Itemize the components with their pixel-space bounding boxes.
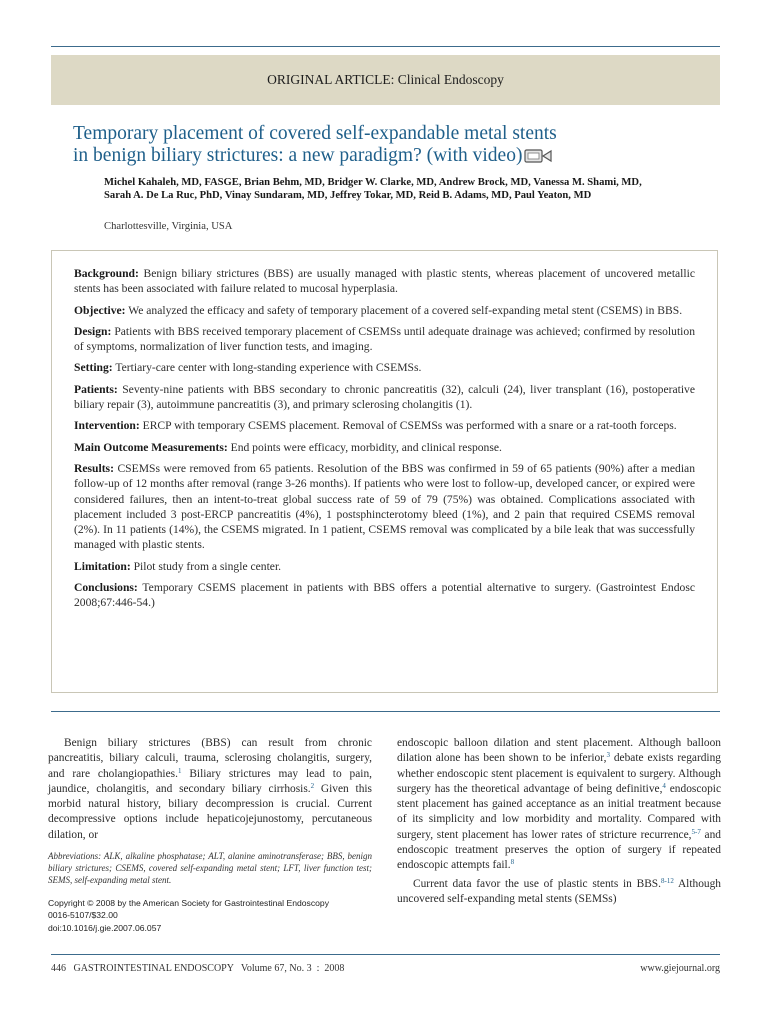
abstract-text: CSEMSs were removed from 65 patients. Resolution of the BBS was confirmed in 59 of 65 patients (90%) after a median follow-up of 12 months after removal (range 3-26 months). If patients who were lost to follow-up, developed cancer, or expired were considered failures, then an intent-to-treat global success rate of 59 of 79 (75%) was obtained. Complications associated with placement included 3 post-ERCP pancreatitis (4%), 1 postsphincterotomy bleed (1%), and 2 pain that required CSEMS removal (2%). In 11 patients (14%), the CSEMS migrated. In 1 patient, CSEMS removal was complicated by a bile leak that was successfully managed with plastic stents.: [74, 461, 695, 552]
publication-year: 2008: [324, 963, 345, 974]
body-text: and endoscopic treatment preserves the option of surgery if repeated endoscopic attempts fail.: [397, 828, 721, 872]
copyright-line: Copyright © 2008 by the American Society for Gastrointestinal Endoscopy: [48, 897, 330, 908]
page-number: 446: [51, 963, 66, 974]
abstract-label: Intervention:: [74, 419, 140, 433]
abstract-label: Design:: [74, 324, 112, 338]
body-text: Current data favor the use of plastic stents in BBS.: [413, 877, 661, 890]
reference-link[interactable]: 4: [662, 781, 666, 790]
title-line-2: in benign biliary strictures: a new paradigm? (with video): [73, 145, 523, 166]
section-divider: [51, 711, 720, 712]
reference-link[interactable]: 8: [510, 858, 515, 867]
abstract-label: Main Outcome Measurements:: [74, 440, 228, 454]
abstract-conclusions: [74, 580, 695, 611]
abstract-limitation: [74, 559, 695, 574]
abstract-text: Pilot study from a single center.: [133, 559, 282, 573]
abstract-text: Patients with BBS received temporary placement of CSEMSs until adequate drainage was achieved; confirmed by resolution of symptoms, normalization of liver function tests, and imaging.: [74, 324, 695, 354]
abstract-label: Conclusions:: [74, 581, 138, 595]
doi-link[interactable]: doi:10.1016/j.gie.2007.06.057: [48, 922, 162, 933]
abbreviations-note: Abbreviations: ALK, alkaline phosphatase; ALT, alanine aminotransferase; BBS, benign biliary strictures; CSEMS, covered self-expanding metal stent; LFT, liver function test; SEMS, self-expanding metal stent.: [48, 851, 372, 886]
body-text: Although uncovered self-expanding metal stents (SEMSs): [397, 877, 721, 905]
volume-info: Volume 67, No. 3: [240, 963, 312, 974]
author-list: Michel Kahaleh, MD, FASGE, Brian Behm, MD, Bridger W. Clarke, MD, Andrew Brock, MD, Vanessa M. Shami, MD, Sarah A. De La Ruc, PhD, Vinay Sundaram, MD, Jeffrey Tokar, MD, Reid B. Adams, MD, Paul Yeaton, MD: [104, 177, 642, 202]
footer-separator: :: [316, 963, 320, 974]
body-text: endoscopic stent placement has gained acceptance as an initial treatment because of its simplicity and low morbidity and mortality. Compared with surgery, stent placement has lower rates of stricture recurrence,: [397, 782, 721, 841]
article-title: [73, 123, 713, 170]
body-column-left: [48, 736, 372, 934]
video-camera-icon[interactable]: [524, 148, 552, 170]
body-text: endoscopic balloon dilation and stent placement. Although balloon dilation alone has been shown to be inferior,: [397, 737, 721, 765]
abstract-text: Temporary CSEMS placement in patients with BBS offers a potential alternative to surgery. (Gastrointest Endosc 2008;67:446-54.): [74, 581, 695, 610]
abstract-box: [51, 250, 718, 693]
reference-link[interactable]: 2: [310, 781, 315, 790]
reference-link[interactable]: 3: [606, 751, 610, 760]
abstract-text: End points were efficacy, morbidity, and clinical response.: [230, 440, 502, 454]
abstract-label: Patients:: [74, 382, 118, 396]
abstract-design: [74, 324, 695, 355]
reference-link[interactable]: 1: [177, 766, 182, 775]
running-footer: [51, 963, 344, 974]
journal-website-link[interactable]: www.giejournal.org: [640, 963, 720, 974]
copyright-block: [48, 897, 372, 934]
abstract-setting: [74, 360, 695, 375]
body-column-right: [397, 736, 721, 907]
body-paragraph: [48, 736, 372, 843]
abstract-text: Seventy-nine patients with BBS secondary to chronic pancreatitis (32), calculi (24), liver transplant (16), postoperative biliary repair (3), autoimmune pancreatitis (3), and primary sclerosing cholangitis (1).: [74, 382, 695, 412]
abstract-results: [74, 461, 695, 553]
body-text: Given this morbid natural history, biliary decompression is crucial. Current decompressive options include hepaticojejunostomy, percutaneous dilation, or: [48, 782, 372, 841]
abstract-label: Limitation:: [74, 559, 131, 573]
abstract-background: [74, 266, 695, 297]
abstract-label: Setting:: [74, 361, 113, 375]
body-text: debate exists regarding whether endoscopic stent placement is equivalent to surgery. Although surgery has the theoretical advantage of being definitive,: [397, 752, 721, 795]
abstract-objective: [74, 303, 695, 318]
section-banner: [51, 55, 720, 105]
top-rule: [51, 46, 720, 47]
abstract-patients: [74, 382, 695, 413]
abstract-label: Background:: [74, 267, 139, 280]
abstract-label: Results:: [74, 461, 114, 475]
abstract-text: ERCP with temporary CSEMS placement. Removal of CSEMSs was performed with a snare or a rat-tooth forceps.: [142, 419, 677, 433]
abstract-main-outcome: [74, 440, 695, 455]
body-text: Benign biliary strictures (BBS) can result from chronic pancreatitis, biliary calculi, trauma, sclerosing cholangitis, surgery, and rare cholangiopathies.: [48, 737, 372, 780]
reference-link[interactable]: 5-7: [691, 827, 701, 836]
footer-rule: [51, 954, 720, 955]
abstract-intervention: [74, 418, 695, 433]
abstract-text: Benign biliary strictures (BBS) are usually managed with plastic stents, whereas placement of uncovered metallic stents has been associated with failure related to mucosal hyperplasia.: [74, 267, 695, 296]
body-paragraph: [397, 736, 721, 874]
abstract-label: Objective:: [74, 303, 126, 317]
body-text: Biliary strictures may lead to pain, jaundice, cholangitis, and secondary biliary cirrhosis.: [48, 767, 372, 795]
abstract-text: Tertiary-care center with long-standing experience with CSEMSs.: [115, 361, 422, 375]
journal-name: GASTROINTESTINAL ENDOSCOPY: [73, 963, 234, 974]
abstract-text: We analyzed the efficacy and safety of temporary placement of a covered self-expanding metal stent (CSEMS) in BBS.: [128, 303, 683, 317]
title-line-1: Temporary placement of covered self-expandable metal stents: [73, 123, 557, 144]
body-paragraph: [397, 877, 721, 908]
affiliation: Charlottesville, Virginia, USA: [104, 221, 233, 232]
issn-line: 0016-5107/$32.00: [48, 910, 118, 921]
section-label: ORIGINAL ARTICLE: Clinical Endoscopy: [267, 72, 504, 87]
reference-link[interactable]: 8-12: [661, 876, 674, 885]
